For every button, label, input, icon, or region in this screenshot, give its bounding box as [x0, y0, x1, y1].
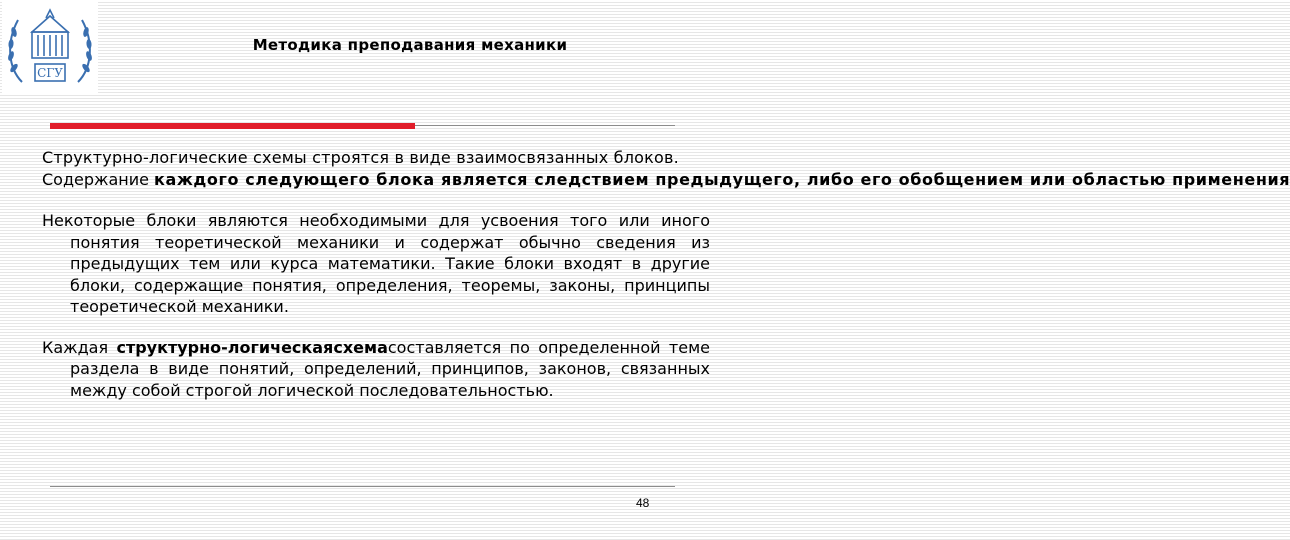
paragraph-4	[42, 337, 710, 402]
paragraph-4-bold-1: структурно-логическая	[116, 337, 334, 357]
paragraph-2	[42, 169, 1290, 191]
page-number: 48	[636, 496, 650, 510]
paragraph-2-bold: каждого следующего блока является следствием предыдущего, либо его обобщением или областью применения	[154, 169, 1290, 189]
paragraph-1: Структурно-логические схемы строятся в виде взаимосвязанных блоков.	[42, 148, 679, 167]
paragraph-4-prefix: Каждая	[42, 337, 117, 357]
logo-text: СГУ	[37, 66, 63, 80]
title-underline-accent	[50, 123, 415, 129]
paragraph-3: Некоторые блоки являются необходимыми для усвоения того или иного понятия теоретической механики и содержат обычно сведения из предыдущих тем или курса математики. Такие блоки входят в другие блоки, содержащие понятия, определения, теоремы, законы, принципы теоретической механики.	[42, 211, 710, 316]
slide-body	[42, 147, 1290, 401]
paragraph-4-bold-2: схема	[333, 337, 388, 357]
paragraph-2-prefix: Содержание	[42, 169, 155, 189]
title-underline-rule	[415, 125, 675, 126]
page-title: Методика преподавания механики	[252, 36, 568, 54]
footer-rule	[50, 486, 675, 487]
paragraph-4-rest: составляется по определенной теме раздела в виде понятий, определений, принципов, законов, связанных между собой строгой логической последовательностью.	[70, 337, 711, 400]
